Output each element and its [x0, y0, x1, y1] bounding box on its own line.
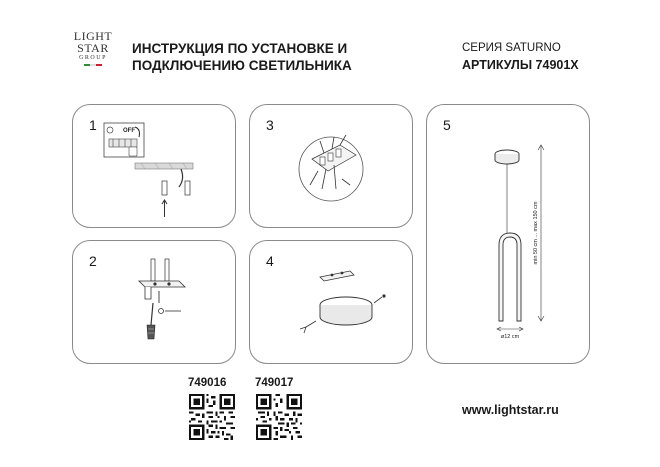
- logo-line-2: STAR: [77, 41, 109, 55]
- step-1-panel: [72, 104, 236, 228]
- logo-line-1: LIGHT: [73, 29, 113, 43]
- step-3-panel: [249, 104, 413, 228]
- step-number: 3: [266, 117, 274, 133]
- code-label-749017: 749017: [255, 377, 294, 389]
- ceiling-mounting-illustration: [73, 105, 235, 227]
- website-link[interactable]: www.lightstar.ru: [462, 403, 559, 417]
- step-number: 4: [266, 253, 274, 269]
- pendant-dimensions-illustration: [427, 105, 589, 363]
- height-range-label: min 50 cm ... max 150 cm: [533, 201, 539, 265]
- series-block: [462, 40, 579, 74]
- lightstar-logo: [72, 30, 114, 66]
- title-line-2: ПОДКЛЮЧЕНИЮ СВЕТИЛЬНИКА: [132, 58, 352, 73]
- diameter-label: ø12 cm: [500, 334, 520, 340]
- code-label-749016: 749016: [188, 377, 227, 389]
- step-number: 1: [89, 117, 97, 133]
- screwdriver-icon: [151, 303, 153, 325]
- bracket-mounting-illustration: [73, 241, 235, 363]
- article-numbers: АРТИКУЛЫ 74901X: [462, 58, 579, 72]
- logo-line-3: GROUP: [79, 55, 107, 61]
- off-label: OFF: [123, 128, 135, 134]
- qr-code-749017[interactable]: [256, 394, 302, 440]
- step-number: 5: [443, 117, 451, 133]
- step-number: 2: [89, 253, 97, 269]
- instruction-title: [132, 40, 352, 74]
- wiring-connection-illustration: [250, 105, 412, 227]
- step-5-panel: [426, 104, 590, 364]
- fixture-attachment-illustration: [250, 241, 412, 363]
- step-2-panel: [72, 240, 236, 364]
- step-4-panel: [249, 240, 413, 364]
- series-name: СЕРИЯ SATURNO: [462, 42, 561, 54]
- title-line-1: ИНСТРУКЦИЯ ПО УСТАНОВКЕ И: [132, 41, 348, 56]
- qr-code-749016[interactable]: [189, 394, 235, 440]
- italian-flag-icon: [72, 64, 114, 66]
